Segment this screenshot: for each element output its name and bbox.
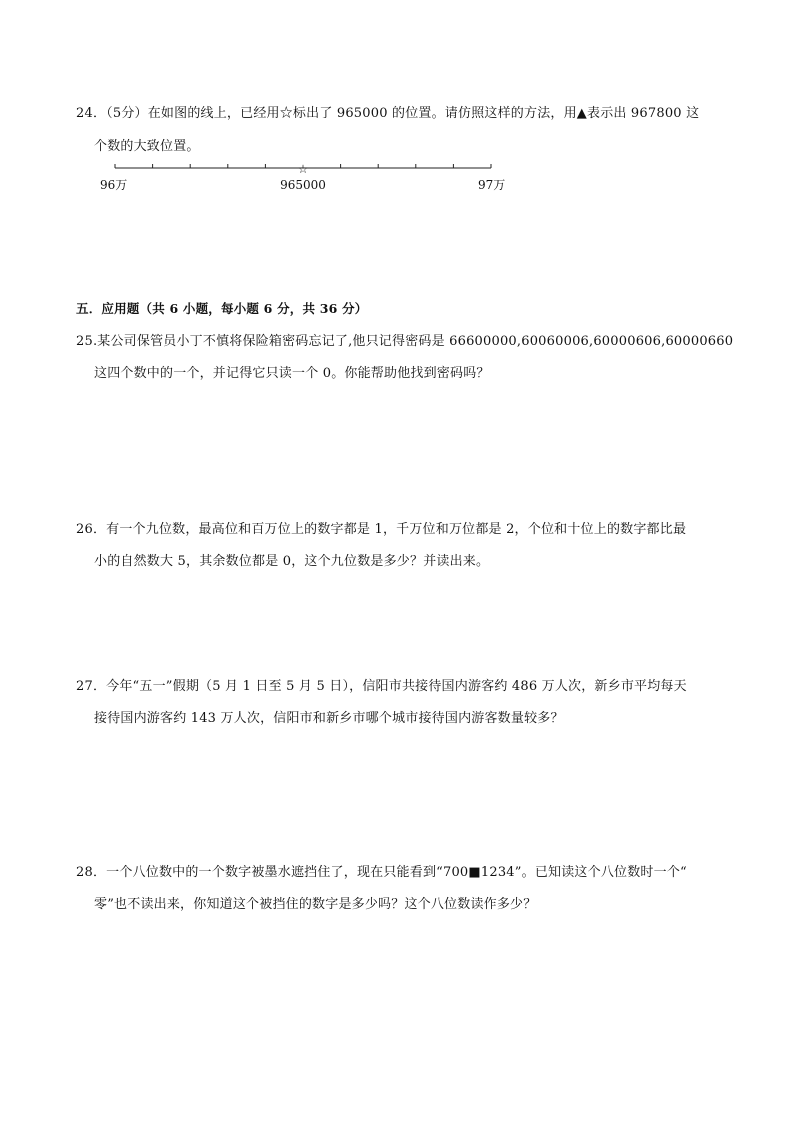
number-line-mid-label: 965000 (280, 178, 326, 192)
star-marker-icon: ☆ (297, 162, 309, 176)
section-5-title: 五．应用题（共 6 小题，每小题 6 分，共 36 分） (76, 301, 368, 316)
number-line-left-label: 96万 (100, 178, 128, 192)
q27-text-line1: 27．今年“五一”假期（5 月 1 日至 5 月 5 日），信阳市共接待国内游客约 486 万人次，新乡市平均每天 (76, 679, 687, 694)
q26-text-line1: 26．有一个九位数，最高位和百万位上的数字都是 1，千万位和万位都是 2，个位和十位上的数字都比最 (76, 522, 687, 537)
q24-text-line2: 个数的大致位置。 (94, 139, 200, 154)
q25-text-line1: 25.某公司保管员小丁不慎将保险箱密码忘记了,他只记得密码是 66600000,60060006,60000606,60000660 (76, 334, 734, 349)
q28-text-line2: 零”也不读出来，你知道这个被挡住的数字是多少吗？这个八位数读作多少？ (94, 897, 537, 912)
q25-text-line2: 这四个数中的一个，并记得它只读一个 0。你能帮助他找到密码吗？ (94, 366, 490, 381)
q27-text-line2: 接待国内游客约 143 万人次，信阳市和新乡市哪个城市接待国内游客数量较多？ (94, 711, 564, 726)
q28-text-line1: 28．一个八位数中的一个数字被墨水遮挡住了，现在只能看到“700■1234”。已知读这个八位数时一个“ (76, 865, 687, 880)
q26-text-line2: 小的自然数大 5，其余数位都是 0，这个九位数是多少？并读出来。 (94, 554, 490, 569)
number-line (100, 156, 520, 198)
q24-text-line1: 24．（5分）在如图的线上，已经用☆标出了 965000 的位置。请仿照这样的方法，用▲表示出 967800 这 (76, 106, 700, 121)
number-line-right-label: 97万 (478, 178, 506, 192)
